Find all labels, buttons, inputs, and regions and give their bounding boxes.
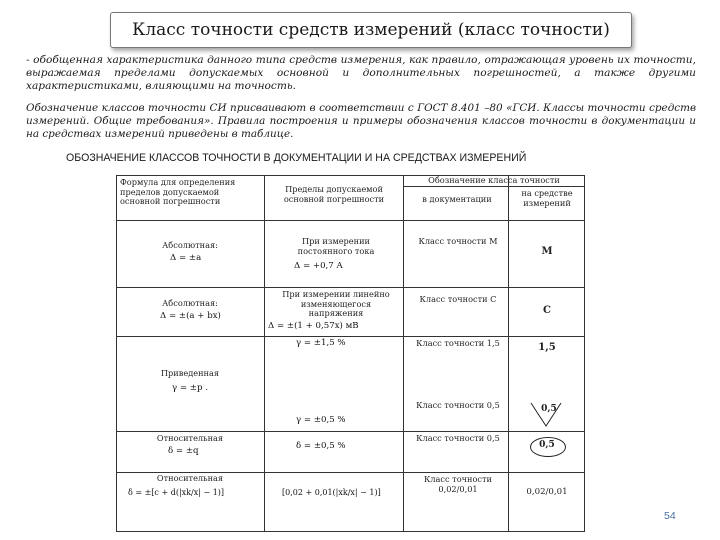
header-designation: Обозначение класса точности (428, 175, 560, 185)
row5-formula: δ = ±q (168, 446, 199, 456)
header-in-docs: в документации (422, 194, 492, 204)
table-caption: ОБОЗНАЧЕНИЕ КЛАССОВ ТОЧНОСТИ В ДОКУМЕНТАЦИИ И НА СРЕДСТВАХ ИЗМЕРЕНИЙ (66, 152, 527, 164)
header-subdivider-vertical (508, 186, 509, 220)
row4-instrument: 0,5 (541, 404, 557, 414)
row3-type: Приведенная (160, 368, 220, 378)
row3-instrument: 1,5 (538, 342, 556, 353)
table-border-left (116, 175, 117, 532)
table-header-divider (116, 220, 585, 221)
table-column-divider (403, 175, 404, 532)
row1-formula: Δ = ±a (170, 253, 202, 263)
accuracy-class-table (116, 175, 585, 532)
row6-instrument: 0,02/0,01 (526, 487, 568, 497)
row2-limits: При измерении линейно изменяющегося напряжения (282, 289, 390, 318)
header-formula: Формула для определения пределов допускаемой основной погрешности (120, 177, 236, 206)
table-border-bottom (116, 531, 585, 532)
row6-limit-formula: [0,02 + 0,01(|xk/x| − 1)] (282, 488, 381, 497)
page-title (110, 12, 632, 48)
table-row-divider (116, 287, 585, 288)
row3-doc: Класс точности 1,5 (416, 338, 500, 348)
row5-doc: Класс точности 0,5 (416, 433, 500, 443)
designation-paragraph: Обозначение классов точности СИ присваивают в соответствии с ГОСТ 8.401 –80 «ГСИ. Классы точности средств измерений. Общие требования». Правила построения и примеры обозначения классов точности в документации и на средствах измерений приведены в таблице. (26, 102, 696, 140)
row6-type: Относительная (156, 473, 224, 483)
row1-limit-formula: Δ = +0,7 A (294, 261, 343, 271)
row5-limit-formula: δ = ±0,5 % (296, 441, 346, 451)
page-number: 54 (664, 510, 676, 522)
row6-formula: δ = ±[c + d(|xk/x| − 1)] (128, 488, 225, 497)
definition-paragraph: - обобщенная характеристика данного типа средств измерения, как правило, отражающая уровень их точности, выражаемая пределами допускаемых основной и дополнительных погрешностей, а также другими характеристиками, влияющими на точность. (26, 54, 696, 92)
row2-doc: Класс точности С (419, 294, 497, 304)
row6-doc: Класс точности 0,02/0,01 (423, 474, 493, 494)
row4-limit-formula: γ = ±0,5 % (296, 415, 346, 425)
row3-limit-formula: γ = ±1,5 % (296, 338, 346, 348)
row5-instrument: 0,5 (539, 440, 555, 450)
header-on-instrument: на средстве измерений (521, 188, 573, 208)
row2-type: Абсолютная: (162, 298, 218, 308)
table-row-divider (116, 431, 585, 432)
row1-type: Абсолютная: (162, 240, 218, 250)
table-column-divider (264, 175, 265, 532)
table-border-right (584, 175, 585, 532)
row1-doc: Класс точности М (418, 236, 498, 246)
row3-formula: γ = ±p . (172, 383, 208, 393)
row4-doc: Класс точности 0,5 (416, 400, 500, 410)
row5-type: Относительная (156, 433, 224, 443)
header-subdivider (404, 186, 584, 187)
row2-formula: Δ = ±(a + bx) (160, 311, 221, 321)
title-text: Класс точности средств измерений (класс точности) (132, 20, 610, 40)
row1-instrument: М (541, 246, 553, 257)
header-limits: Пределы допускаемой основной погрешности (283, 184, 385, 204)
table-column-divider (508, 175, 509, 532)
row2-instrument: С (543, 305, 551, 316)
row2-limit-formula: Δ = ±(1 + 0,57x) мВ (268, 321, 359, 331)
row1-limits: При измерении постоянного тока (297, 236, 375, 256)
table-row-divider (116, 336, 585, 337)
